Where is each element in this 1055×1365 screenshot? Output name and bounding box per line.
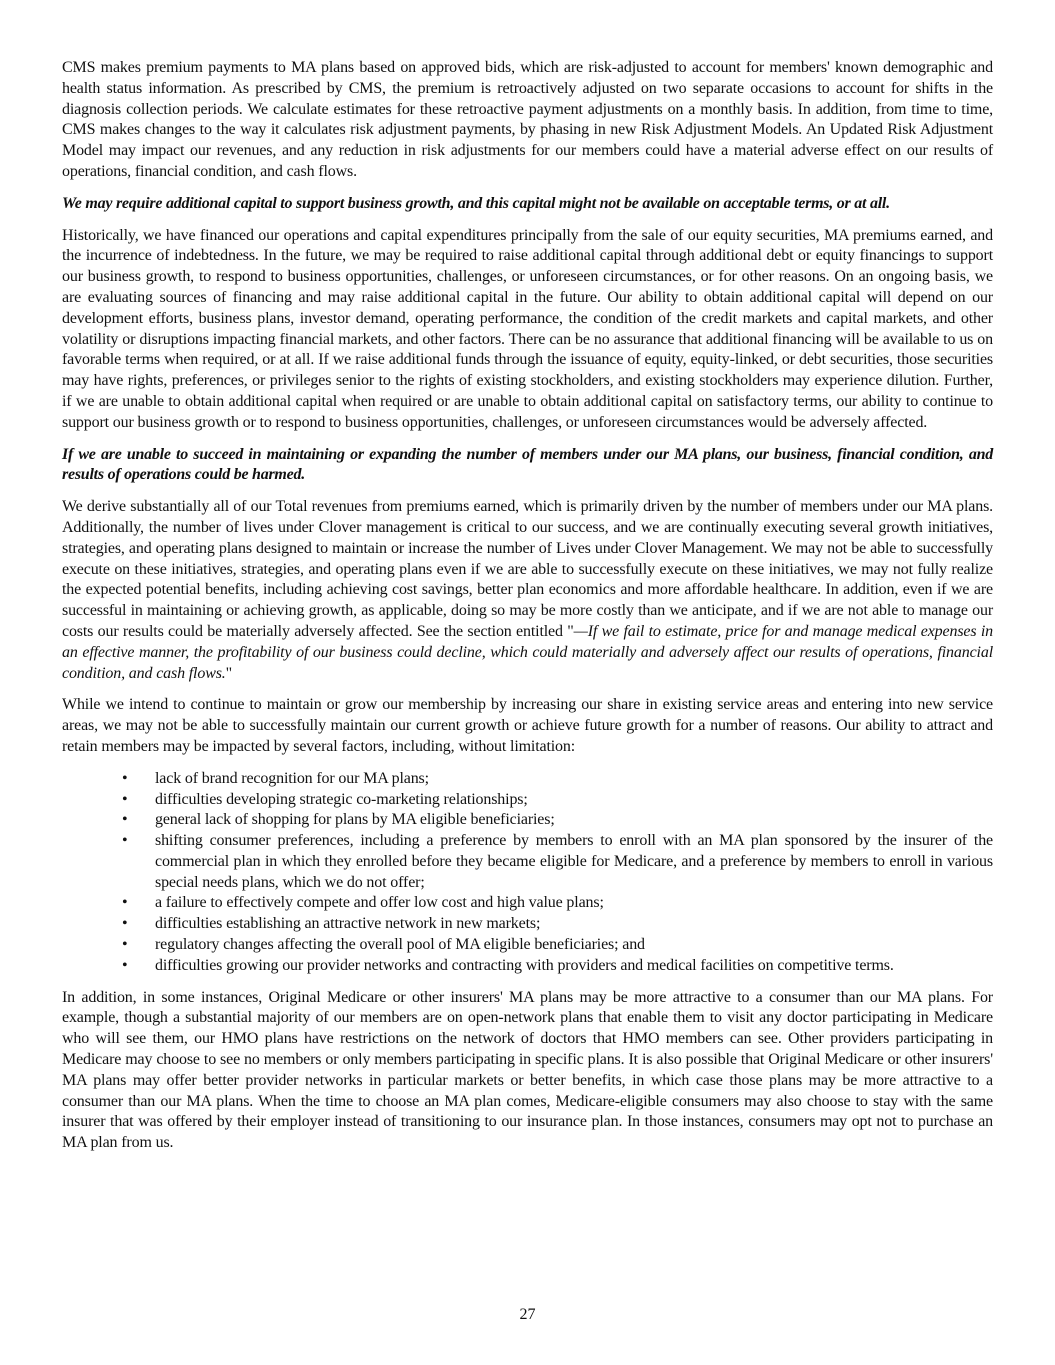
bullet-icon: • — [122, 790, 128, 808]
risk-factor-heading-membership-growth: If we are unable to succeed in maintaining or expanding the number of members under our MA plans, our business, financial condition, and results of operations could be harmed. — [62, 445, 993, 484]
list-item-text: lack of brand recognition for our MA plans; — [155, 769, 429, 787]
bullet-icon: • — [122, 915, 128, 933]
list-item — [62, 935, 993, 956]
page-number: 27 — [519, 1306, 536, 1323]
paragraph-original-medicare-competition: In addition, in some instances, Original Medicare or other insurers' MA plans may be more attractive to a consumer than our MA plans. For example, though a substantial majority of our members are on open-network plans that enable them to visit any doctor participating in Medicare who will see them, our HMO plans have restrictions on the network of doctors that HMO members can see. Other providers participating in Medicare may choose to see no members or only members participating in specific plans. It is also possible that Original Medicare or other insurers' MA plans may offer better provider networks in particular markets or better benefits, in which case those plans may be more attractive to a consumer than our MA plans. When the time to choose an MA plan comes, Medicare-eligible consumers may also choose to stay with the same insurer that was offered by their employer instead of transitioning to our insurance plan. In those instances, consumers may opt not to purchase an MA plan from us. — [62, 988, 993, 1152]
list-item-text: general lack of shopping for plans by MA eligible beneficiaries; — [155, 811, 555, 829]
membership-factors-list — [62, 769, 993, 977]
list-item-text: a failure to effectively compete and offer low cost and high value plans; — [155, 894, 604, 912]
list-item — [62, 914, 993, 935]
paragraph-financing-history: Historically, we have financed our operations and capital expenditures principally from the sale of our equity securities, MA premiums earned, and the incurrence of indebtedness. In the future, we may be required to raise additional capital through additional debt or equity financings to support our business growth, to respond to business opportunities, challenges, or unforeseen circumstances, or for other reasons. On an ongoing basis, we are evaluating sources of financing and may raise additional capital in the future. Our ability to obtain additional capital will depend on our development efforts, business plans, investor demand, operating performance, the condition of the credit markets and capital markets, and other volatility or disruptions impacting financial markets, and other factors. There can be no assurance that additional financing will be available to us on favorable terms when required, or at all. If we raise additional funds through the issuance of equity, equity-linked, or debt securities, those securities may have rights, preferences, or privileges senior to the rights of existing stockholders, and existing stockholders may experience dilution. Further, if we are unable to obtain additional capital when required or are unable to obtain additional capital on satisfactory terms, our ability to continue to support our business growth or to respond to business opportunities, challenges, or unforeseen circumstances would be adversely affected. — [62, 226, 993, 431]
list-item-text: difficulties growing our provider networks and contracting with providers and medical facilities on competitive terms. — [155, 956, 894, 974]
paragraph-membership-factors-intro: While we intend to continue to maintain or grow our membership by increasing our share in existing service areas and entering into new service areas, we may not be able to successfully maintain our current growth or achieve future growth for a number of reasons. Our ability to attract and retain members may be impacted by several factors, including, without limitation: — [62, 696, 993, 755]
list-item — [62, 956, 993, 977]
list-item — [62, 831, 993, 893]
closing-quote: " — [225, 664, 233, 682]
bullet-icon: • — [122, 769, 128, 787]
list-item — [62, 769, 993, 790]
list-item-text: shifting consumer preferences, including a preference by members to enroll with an MA plan sponsored by the insurer of the commercial plan in which they enrolled before they became eligible for Medicare, and a preference by members to enroll in various special needs plans, which we do not offer; — [155, 832, 993, 891]
document-page — [62, 58, 993, 1165]
paragraph-text: We derive substantially all of our Total revenues from premiums earned, which is primarily driven by the number of members under our MA plans. Additionally, the number of lives under Clover management is critical to our success, and we are continually executing several growth initiatives, strategies, and operating plans designed to maintain or increase the number of Lives under Clover Management. We may not be able to successfully execute on these initiatives, strategies, and operating plans even if we are able to successfully execute on these initiatives, we may not fully realize the expected potential benefits, including achieving cost savings, better plan economics and more affordable healthcare. In addition, even if we are successful in maintaining or achieving growth, as applicable, doing so may be more costly than we anticipate, and if we are not able to manage our costs our results could be materially adversely affected. See the section entitled " — [62, 498, 993, 640]
cross-reference-section-title: —If we fail to estimate, price for and manage medical expenses in an effective manner, the profitability of our business could decline, which could materially and adversely affect our results of operations, financial condition, and cash flows. — [62, 622, 993, 682]
list-item — [62, 790, 993, 811]
paragraph-cms-premium-payments: CMS makes premium payments to MA plans based on approved bids, which are risk-adjusted to account for members' known demographic and health status information. As prescribed by CMS, the premium is retroactively adjusted on two separate occasions to account for shifts in the diagnosis collection periods. We calculate estimates for these retroactive payment adjustments on a monthly basis. In addition, from time to time, CMS makes changes to the way it calculates risk adjustment payments, by phasing in new Risk Adjustment Models. An Updated Risk Adjustment Model may impact our revenues, and any reduction in risk adjustments for our members could have a material adverse effect on our results of operations, financial condition, and cash flows. — [62, 59, 993, 180]
bullet-icon: • — [122, 811, 128, 829]
list-item — [62, 810, 993, 831]
bullet-icon: • — [122, 956, 128, 974]
bullet-icon: • — [122, 936, 128, 954]
list-item-text: regulatory changes affecting the overall pool of MA eligible beneficiaries; and — [155, 936, 645, 954]
bullet-icon: • — [122, 894, 128, 912]
list-item-text: difficulties developing strategic co-marketing relationships; — [155, 790, 528, 808]
list-item — [62, 893, 993, 914]
list-item-text: difficulties establishing an attractive network in new markets; — [155, 915, 541, 933]
paragraph-revenue-from-premiums — [62, 497, 993, 684]
bullet-icon: • — [122, 832, 128, 850]
risk-factor-heading-additional-capital: We may require additional capital to support business growth, and this capital might not be available on acceptable terms, or at all. — [62, 194, 890, 212]
